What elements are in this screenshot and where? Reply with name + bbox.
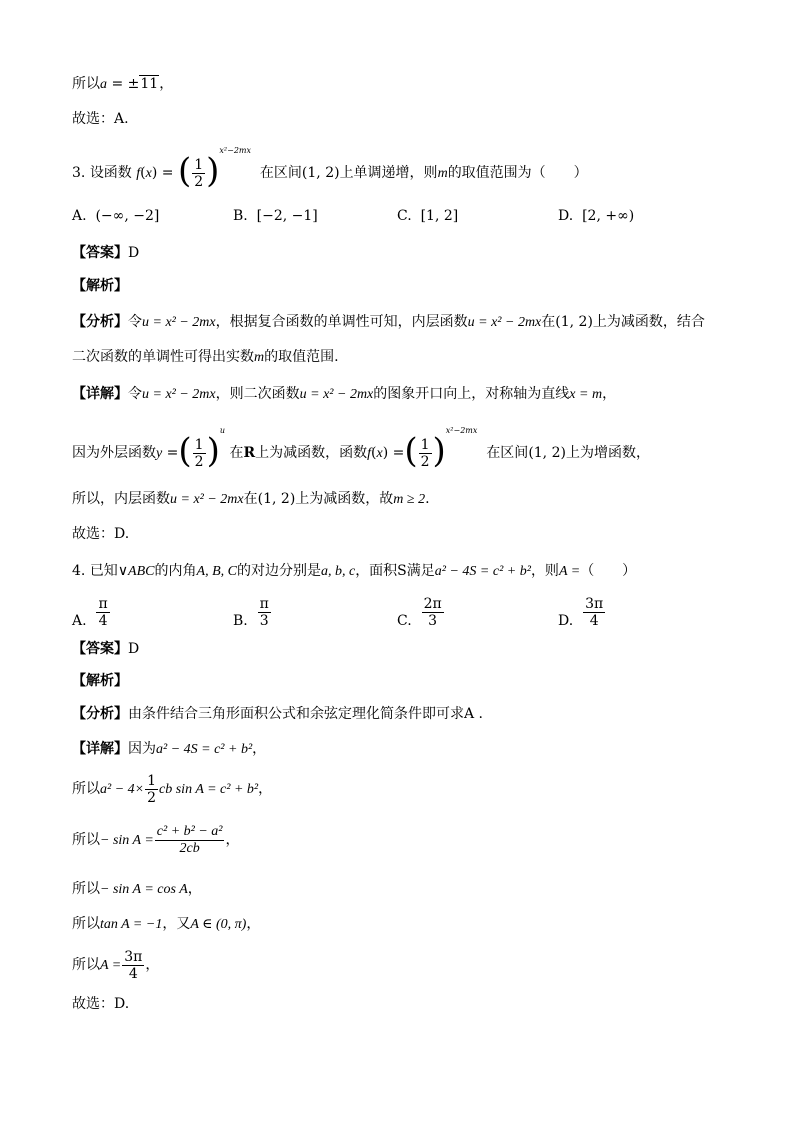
q3-xiangjie-line3: 所以，内层函数u = x² − 2mx在(1, 2)上为减函数，故m ≥ 2. <box>72 491 430 507</box>
q4-step4: 所以tan A = −1，又A ∈ (0, π)， <box>72 916 261 932</box>
q4-step0: 【详解】因为a² − 4S = c² + b²， <box>72 741 267 757</box>
q3-answer: 【答案】D <box>72 245 140 261</box>
q3-analysis-tag: 【解析】 <box>72 278 128 294</box>
q3-option-c: C. [1, 2] <box>397 208 459 224</box>
q3-stem: 3. 设函数 f(x) = ( $\frac{1}{2}$ )$^{x^2-2mx}$ 在区间(1, 2)上单调递增，则m的取值范围为（ ） <box>72 146 588 191</box>
q4-step3: 所以− sin A = cos A， <box>72 881 202 897</box>
sqrt-11: 11 <box>140 76 159 92</box>
q3-option-b: B. [−2, −1] <box>233 208 318 224</box>
q3-number: 3. <box>72 165 86 181</box>
interval: (1, 2) <box>301 165 340 181</box>
q4-option-b: B. $\frac{\pi}{3}$ <box>233 596 269 629</box>
q3-fenxi-line2: 二次函数的单调性可得出实数m的取值范围. <box>72 349 339 365</box>
var-m: m <box>437 166 448 181</box>
q4-option-c: C. $\frac{2\pi}{3}$ <box>397 596 442 629</box>
q2-answer-line: 故选：A. <box>72 111 129 127</box>
q4-answer: 【答案】D <box>72 641 140 657</box>
q4-step2: 所以− sin A = $\frac{\text{c² + b² − a²}}{2cb}$ ， <box>72 823 240 856</box>
q4-analysis-tag: 【解析】 <box>72 673 128 689</box>
q3-option-a: A. (−∞, −2] <box>72 208 160 224</box>
q4-option-a: A. $\frac{\pi}{4}$ <box>72 596 108 629</box>
text: ， <box>159 76 174 92</box>
text: 上单调递增，则 <box>339 165 438 181</box>
q4-fenxi: 【分析】由条件结合三角形面积公式和余弦定理化简条件即可求A . <box>72 706 484 722</box>
text: 的取值范围为（ ） <box>447 165 588 181</box>
q4-choice: 故选：D. <box>72 996 130 1012</box>
text: 在区间 <box>259 165 302 181</box>
q2-result-line: 所以a = ±11， <box>72 76 174 92</box>
q4-stem: 4. 已知∨ABC的内角A, B, C的对边分别是a, b, c，面积S满足a² − 4S = c² + b²，则A =（ ） <box>72 563 637 579</box>
q4-option-d: D. $\frac{3\pi}{4}$ <box>558 596 604 629</box>
q3-option-d: D. [2, +∞) <box>558 208 635 224</box>
math-result: a <box>100 77 107 92</box>
q3-xiangjie-line1: 【详解】令u = x² − 2mx，则二次函数u = x² − 2mx的图象开口向上，对称轴为直线x = m， <box>72 386 617 402</box>
text: 所以 <box>72 76 100 92</box>
func-f: f <box>136 166 141 181</box>
q3-xiangjie-line2: 因为外层函数y =( $\frac{1}{2}$ )$^u$ 在R上为减函数，函数f(x) =( $\frac{1}{2}$ )$^{x^2-2mx}$ 在区间(1, 2)上为增函数， <box>72 426 650 471</box>
q4-step1: 所以a² − 4× $\frac{1}{2}$ cb sin A = c² + b²， <box>72 772 273 806</box>
q4-step5: 所以A = $\frac{3\pi}{4}$ ， <box>72 948 160 982</box>
q3-choice: 故选：D. <box>72 526 130 542</box>
text: 设函数 <box>89 165 132 181</box>
q3-fenxi-line1: 【分析】令u = x² − 2mx，根据复合函数的单调性可知，内层函数u = x² − 2mx在(1, 2)上为减函数，结合 <box>72 314 705 330</box>
